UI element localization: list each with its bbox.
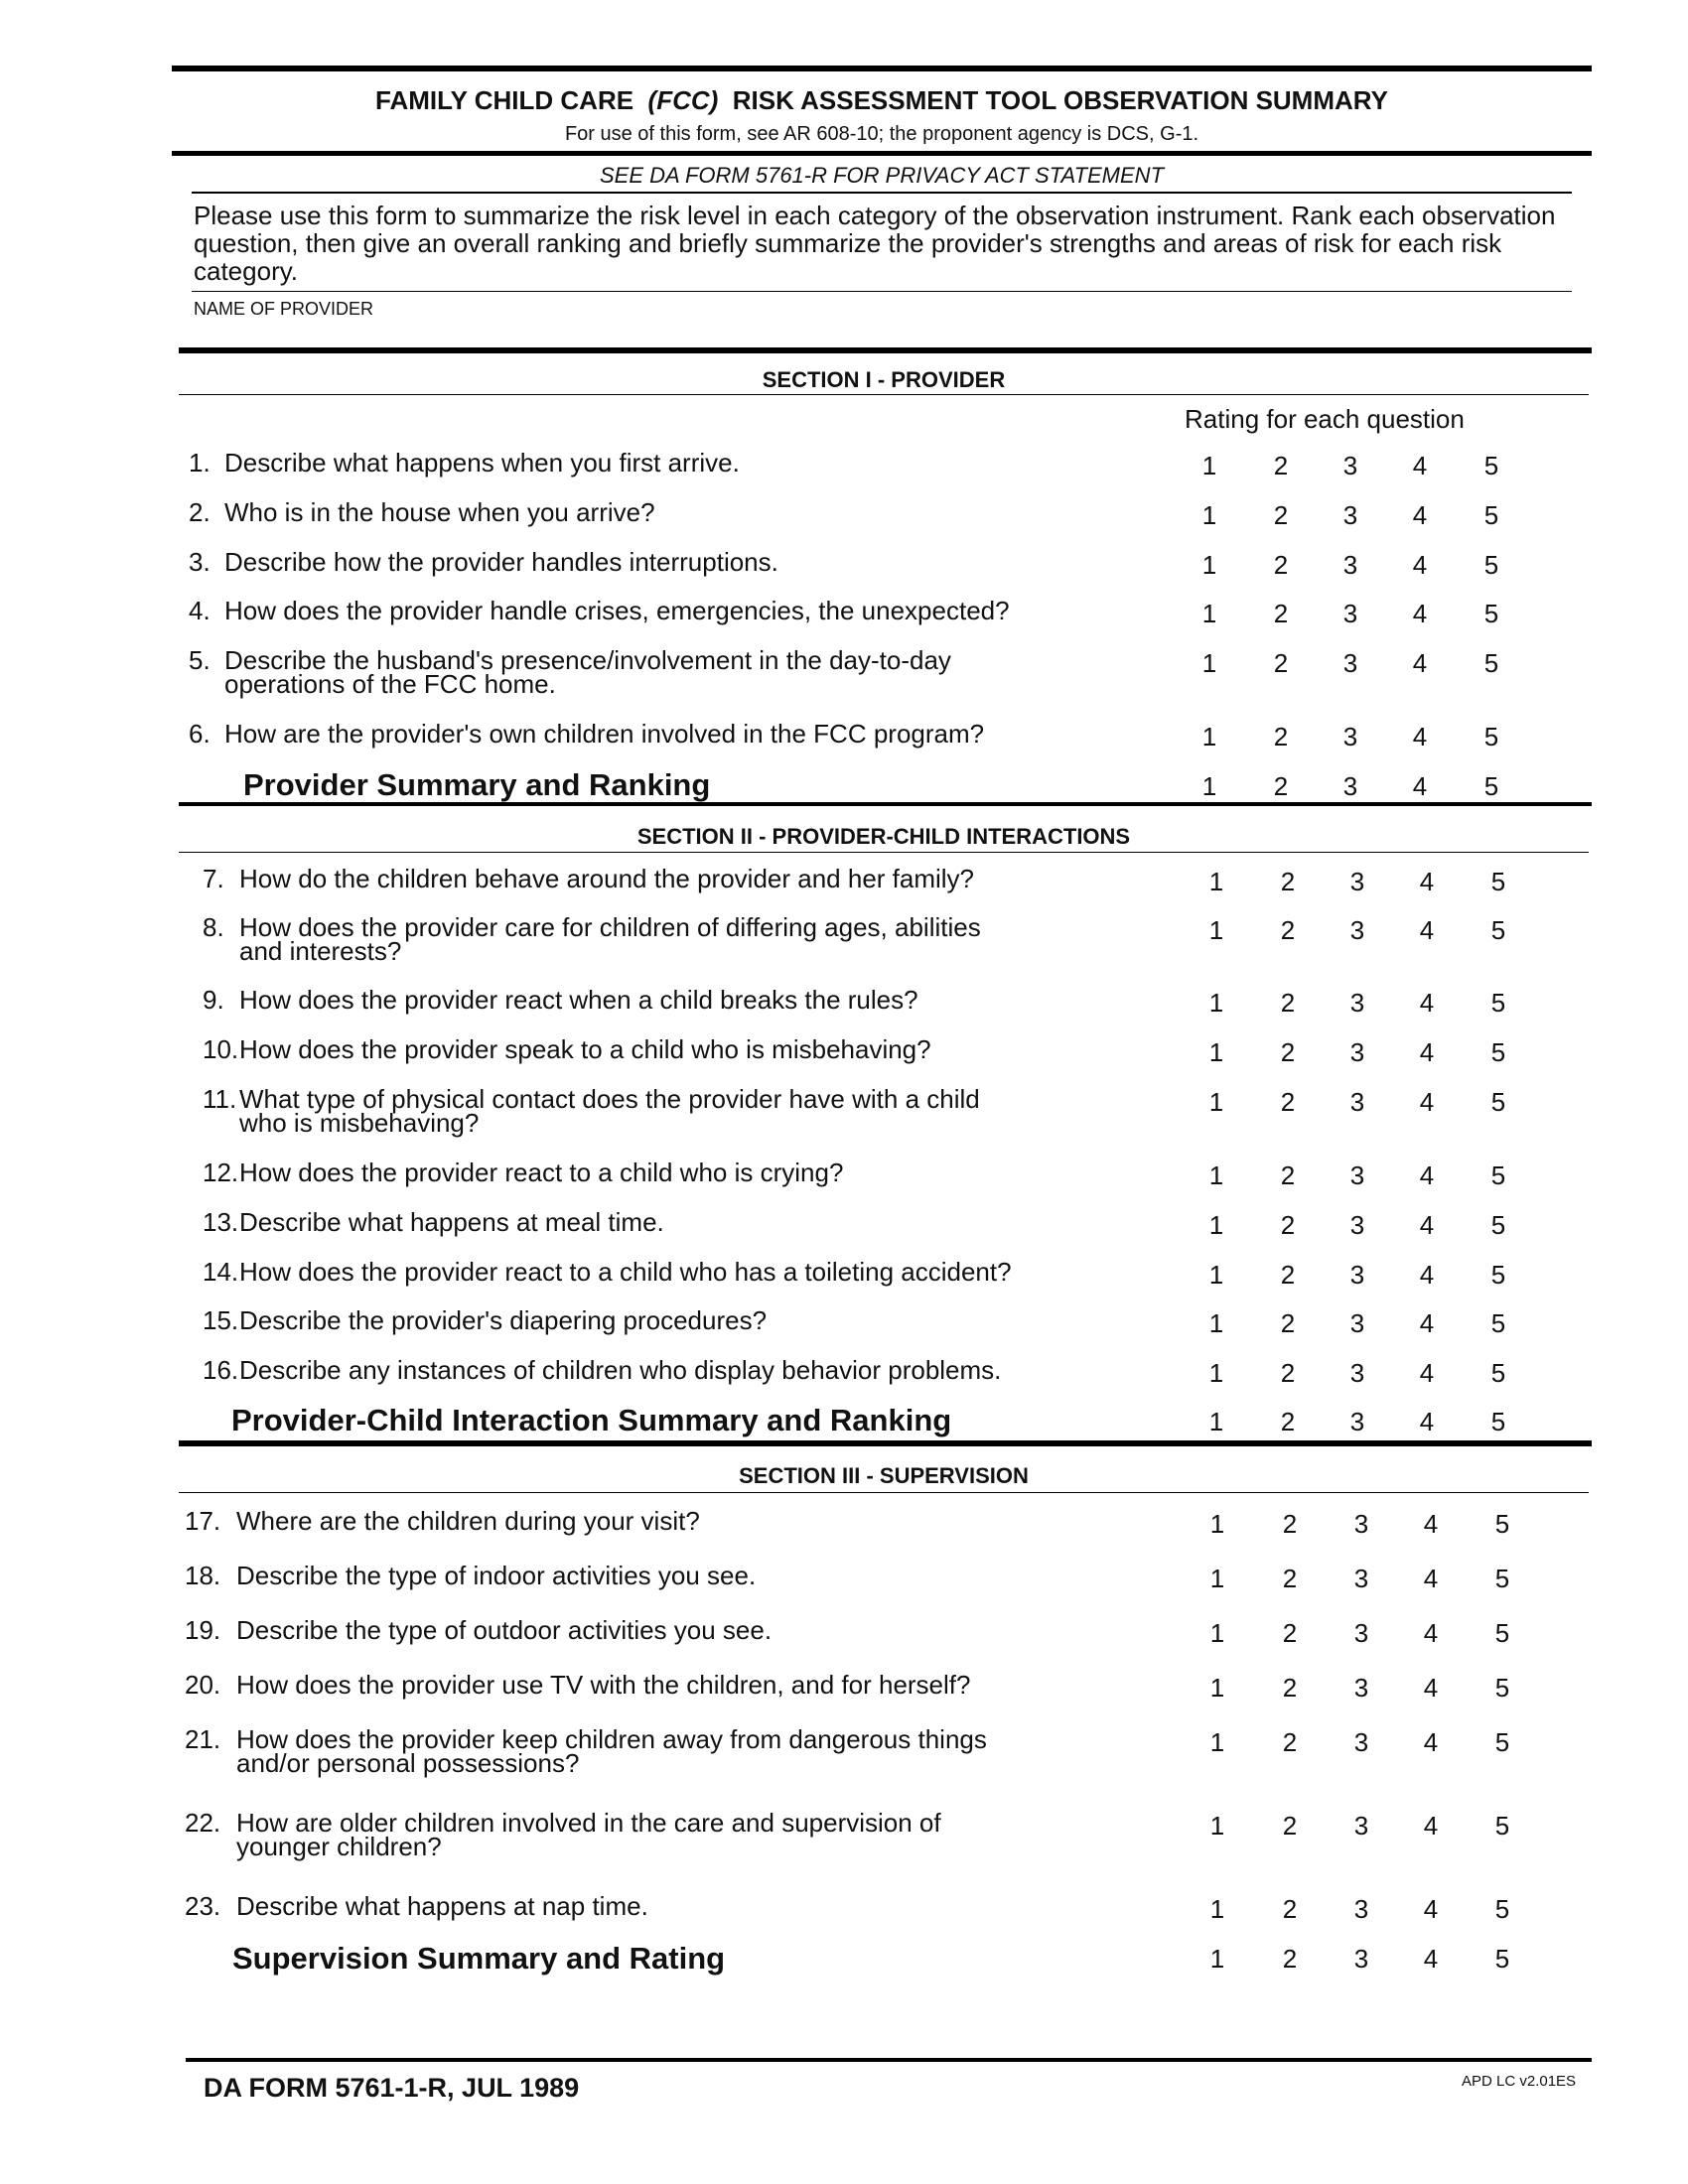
rating-option-3[interactable]: 3 — [1349, 1037, 1365, 1067]
title-part-2: RISK ASSESSMENT TOOL OBSERVATION SUMMARY — [732, 85, 1388, 115]
question-text: Describe the type of indoor activities you see. — [236, 1561, 757, 1590]
rating-scale — [0, 1407, 1688, 1436]
rating-option-5[interactable]: 5 — [1490, 915, 1506, 945]
rating-option-1[interactable]: 1 — [1201, 648, 1217, 678]
question-number: 14. — [203, 1257, 239, 1287]
rating-option-1[interactable]: 1 — [1209, 1509, 1225, 1539]
section-rule — [179, 802, 1592, 806]
question-text: How are the provider's own children involved in the FCC program? — [224, 719, 985, 749]
rating-option-2[interactable]: 2 — [1280, 1087, 1296, 1117]
rating-option-5[interactable]: 5 — [1490, 1358, 1506, 1388]
rating-option-4[interactable]: 4 — [1412, 771, 1428, 801]
rating-scale — [0, 448, 1688, 480]
rating-option-1[interactable]: 1 — [1209, 1618, 1225, 1648]
rating-option-2[interactable]: 2 — [1280, 1260, 1296, 1290]
rating-option-2[interactable]: 2 — [1273, 550, 1289, 580]
rating-option-1[interactable]: 1 — [1209, 1564, 1225, 1593]
section-header-rule — [179, 1492, 1589, 1493]
rating-option-1[interactable]: 1 — [1208, 1210, 1224, 1240]
footer-rule — [186, 2058, 1592, 2062]
rating-option-1[interactable]: 1 — [1201, 451, 1217, 480]
question-number: 15. — [203, 1305, 239, 1335]
rating-option-2[interactable]: 2 — [1273, 451, 1289, 480]
rating-option-4[interactable]: 4 — [1419, 1160, 1435, 1190]
rating-option-3[interactable]: 3 — [1349, 1210, 1365, 1240]
rating-option-4[interactable]: 4 — [1419, 1260, 1435, 1290]
rating-option-3[interactable]: 3 — [1353, 1509, 1369, 1539]
question-number: 18. — [185, 1561, 221, 1590]
question-number: 22. — [185, 1808, 221, 1838]
rating-option-3[interactable]: 3 — [1349, 1308, 1365, 1338]
privacy-rule — [192, 192, 1572, 194]
rating-option-5[interactable]: 5 — [1494, 1727, 1510, 1757]
rating-option-3[interactable]: 3 — [1353, 1894, 1369, 1924]
rating-option-4[interactable]: 4 — [1423, 1509, 1439, 1539]
rating-option-2[interactable]: 2 — [1273, 500, 1289, 530]
section-summary-label: Provider Summary and Ranking — [243, 767, 711, 802]
question-text: Describe what happens when you first arrive. — [224, 448, 740, 478]
rating-option-3[interactable]: 3 — [1353, 1564, 1369, 1593]
question-number: 21. — [185, 1724, 221, 1754]
form-title — [172, 85, 1592, 116]
question-text: Who is in the house when you arrive? — [224, 497, 655, 527]
rating-scale — [0, 1034, 1688, 1067]
question-text: operations of the FCC home. — [224, 669, 556, 699]
rating-scale — [0, 497, 1688, 530]
question-text: Describe what happens at nap time. — [236, 1891, 648, 1921]
question-text: How are older children involved in the care and supervision of — [236, 1808, 941, 1838]
rating-option-3[interactable]: 3 — [1349, 988, 1365, 1018]
rating-option-2[interactable]: 2 — [1282, 1944, 1298, 1974]
rating-scale — [0, 1724, 1688, 1757]
rating-option-5[interactable]: 5 — [1490, 1260, 1506, 1290]
rating-option-4[interactable]: 4 — [1423, 1673, 1439, 1703]
rating-scale — [0, 1944, 1688, 1974]
rating-option-5[interactable]: 5 — [1483, 648, 1499, 678]
rating-option-2[interactable]: 2 — [1280, 988, 1296, 1018]
name-of-provider-field[interactable] — [192, 324, 1572, 343]
rating-option-5[interactable]: 5 — [1483, 722, 1499, 751]
rating-scale — [0, 1670, 1688, 1703]
question-number: 12. — [203, 1158, 239, 1187]
rating-option-2[interactable]: 2 — [1280, 1210, 1296, 1240]
rating-scale — [0, 596, 1688, 628]
rating-option-2[interactable]: 2 — [1273, 599, 1289, 628]
rating-option-4[interactable]: 4 — [1423, 1564, 1439, 1593]
rating-option-3[interactable]: 3 — [1353, 1673, 1369, 1703]
rating-option-1[interactable]: 1 — [1209, 1811, 1225, 1841]
rating-option-3[interactable]: 3 — [1353, 1727, 1369, 1757]
rating-option-3[interactable]: 3 — [1349, 1087, 1365, 1117]
section-title: SECTION II - PROVIDER-CHILD INTERACTIONS — [636, 824, 1131, 849]
rating-option-4[interactable]: 4 — [1423, 1944, 1439, 1974]
rating-option-1[interactable]: 1 — [1208, 1358, 1224, 1388]
question-number: 2. — [189, 497, 211, 527]
rating-option-1[interactable]: 1 — [1208, 1087, 1224, 1117]
rating-option-2[interactable]: 2 — [1280, 1407, 1296, 1436]
question-text: How does the provider react to a child who is crying? — [239, 1158, 844, 1187]
question-number: 8. — [203, 912, 224, 942]
question-text: How does the provider keep children away from dangerous things — [236, 1724, 987, 1754]
rating-option-3[interactable]: 3 — [1342, 599, 1358, 628]
rating-option-3[interactable]: 3 — [1342, 550, 1358, 580]
question-text: Describe what happens at meal time. — [239, 1207, 664, 1237]
rating-option-1[interactable]: 1 — [1208, 1407, 1224, 1436]
question-text: and/or personal possessions? — [236, 1748, 580, 1778]
question-number: 23. — [185, 1891, 221, 1921]
question-number: 1. — [189, 448, 211, 478]
question-text: Describe the husband's presence/involvement in the day-to-day — [224, 645, 951, 675]
form-subtitle: For use of this form, see AR 608-10; the proponent agency is DCS, G-1. — [564, 123, 1199, 145]
form-id: DA FORM 5761-1-R, JUL 1989 — [204, 2073, 580, 2103]
rating-option-3[interactable]: 3 — [1349, 1407, 1365, 1436]
question-text: How does the provider react when a child breaks the rules? — [239, 985, 918, 1015]
rating-option-3[interactable]: 3 — [1342, 771, 1358, 801]
rating-option-2[interactable]: 2 — [1282, 1564, 1298, 1593]
rating-option-1[interactable]: 1 — [1201, 771, 1217, 801]
privacy-act-note: SEE DA FORM 5761-R FOR PRIVACY ACT STATEMENT — [599, 163, 1165, 188]
rating-option-3[interactable]: 3 — [1342, 451, 1358, 480]
rating-scale — [0, 1207, 1688, 1240]
rating-option-1[interactable]: 1 — [1201, 599, 1217, 628]
name-of-provider-label: NAME OF PROVIDER — [194, 299, 374, 319]
top-rule — [172, 66, 1592, 71]
rating-option-3[interactable]: 3 — [1349, 915, 1365, 945]
question-text: How does the provider use TV with the children, and for herself? — [236, 1670, 971, 1700]
rating-option-5[interactable]: 5 — [1490, 1210, 1506, 1240]
rating-option-5[interactable]: 5 — [1494, 1564, 1510, 1593]
rating-option-3[interactable]: 3 — [1349, 867, 1365, 896]
rating-scale — [0, 1808, 1688, 1841]
question-number: 10. — [203, 1034, 239, 1064]
rating-scale — [0, 1561, 1688, 1593]
rating-option-2[interactable]: 2 — [1280, 1308, 1296, 1338]
rating-option-4[interactable]: 4 — [1412, 500, 1428, 530]
rating-option-5[interactable]: 5 — [1490, 1308, 1506, 1338]
question-number: 11. — [203, 1084, 237, 1114]
rating-scale — [0, 1355, 1688, 1388]
question-text: Where are the children during your visit? — [236, 1506, 700, 1536]
rating-option-3[interactable]: 3 — [1342, 722, 1358, 751]
rating-option-4[interactable]: 4 — [1419, 867, 1435, 896]
rating-option-5[interactable]: 5 — [1490, 1087, 1506, 1117]
rating-option-4[interactable]: 4 — [1423, 1894, 1439, 1924]
rating-option-1[interactable]: 1 — [1208, 1037, 1224, 1067]
rating-option-2[interactable]: 2 — [1280, 867, 1296, 896]
question-text: who is misbehaving? — [239, 1108, 480, 1138]
rating-option-5[interactable]: 5 — [1494, 1894, 1510, 1924]
question-text: How do the children behave around the provider and her family? — [239, 864, 975, 893]
rating-option-5[interactable]: 5 — [1494, 1509, 1510, 1539]
rating-option-2[interactable]: 2 — [1273, 722, 1289, 751]
rating-scale — [0, 1160, 1688, 1190]
rating-option-1[interactable]: 1 — [1201, 500, 1217, 530]
form-version: APD LC v2.01ES — [1462, 2073, 1577, 2090]
rating-option-3[interactable]: 3 — [1353, 1618, 1369, 1648]
rating-option-5[interactable]: 5 — [1490, 988, 1506, 1018]
rating-option-4[interactable]: 4 — [1419, 1210, 1435, 1240]
rating-option-5[interactable]: 5 — [1494, 1811, 1510, 1841]
question-text: Describe how the provider handles interruptions. — [224, 547, 778, 577]
rating-option-3[interactable]: 3 — [1342, 500, 1358, 530]
section-header-rule — [179, 394, 1589, 395]
question-number: 19. — [185, 1615, 221, 1645]
section-rule — [179, 347, 1592, 353]
question-text: What type of physical contact does the provider have with a child — [239, 1084, 980, 1114]
rating-option-4[interactable]: 4 — [1423, 1727, 1439, 1757]
rating-option-4[interactable]: 4 — [1423, 1618, 1439, 1648]
question-text: Describe the provider's diapering procedures? — [239, 1305, 768, 1335]
rating-option-3[interactable]: 3 — [1349, 1160, 1365, 1190]
section-summary-label: Supervision Summary and Rating — [232, 1941, 726, 1976]
rating-option-1[interactable]: 1 — [1208, 988, 1224, 1018]
question-number: 16. — [203, 1355, 239, 1385]
question-number: 3. — [189, 547, 211, 577]
rating-option-5[interactable]: 5 — [1483, 599, 1499, 628]
question-number: 13. — [203, 1207, 239, 1237]
rating-option-3[interactable]: 3 — [1349, 1260, 1365, 1290]
rating-scale — [0, 1257, 1688, 1290]
rating-option-1[interactable]: 1 — [1208, 1308, 1224, 1338]
header-rule — [172, 151, 1592, 156]
question-number: 9. — [203, 985, 224, 1015]
rating-option-5[interactable]: 5 — [1483, 500, 1499, 530]
rating-option-3[interactable]: 3 — [1342, 648, 1358, 678]
rating-option-2[interactable]: 2 — [1282, 1509, 1298, 1539]
rating-option-4[interactable]: 4 — [1412, 451, 1428, 480]
rating-option-2[interactable]: 2 — [1282, 1618, 1298, 1648]
rating-option-4[interactable]: 4 — [1419, 1087, 1435, 1117]
rating-option-1[interactable]: 1 — [1201, 550, 1217, 580]
instructions-rule — [192, 291, 1572, 292]
rating-option-2[interactable]: 2 — [1282, 1727, 1298, 1757]
rating-option-4[interactable]: 4 — [1412, 648, 1428, 678]
question-text: How does the provider care for children of differing ages, abilities — [239, 912, 981, 942]
rating-option-1[interactable]: 1 — [1209, 1727, 1225, 1757]
rating-option-2[interactable]: 2 — [1280, 915, 1296, 945]
rating-option-3[interactable]: 3 — [1353, 1811, 1369, 1841]
question-number: 4. — [189, 596, 211, 625]
rating-option-2[interactable]: 2 — [1280, 1358, 1296, 1388]
rating-scale — [0, 1891, 1688, 1924]
question-text: and interests? — [239, 936, 402, 966]
rating-option-5[interactable]: 5 — [1490, 867, 1506, 896]
question-number: 6. — [189, 719, 211, 749]
rating-option-5[interactable]: 5 — [1494, 1673, 1510, 1703]
rating-scale — [0, 1305, 1688, 1338]
rating-option-4[interactable]: 4 — [1419, 1358, 1435, 1388]
rating-option-5[interactable]: 5 — [1494, 1618, 1510, 1648]
rating-option-1[interactable]: 1 — [1209, 1673, 1225, 1703]
rating-option-5[interactable]: 5 — [1490, 1160, 1506, 1190]
section-title: SECTION III - SUPERVISION — [739, 1463, 1029, 1488]
rating-option-3[interactable]: 3 — [1353, 1944, 1369, 1974]
rating-scale — [0, 1506, 1688, 1539]
question-number: 5. — [189, 645, 211, 675]
rating-option-2[interactable]: 2 — [1273, 648, 1289, 678]
rating-option-5[interactable]: 5 — [1490, 1037, 1506, 1067]
rating-option-2[interactable]: 2 — [1282, 1673, 1298, 1703]
rating-scale — [0, 985, 1688, 1018]
rating-option-4[interactable]: 4 — [1419, 1037, 1435, 1067]
rating-option-5[interactable]: 5 — [1483, 550, 1499, 580]
question-number: 20. — [185, 1670, 221, 1700]
rating-option-4[interactable]: 4 — [1412, 550, 1428, 580]
question-number: 17. — [185, 1506, 221, 1536]
rating-scale — [0, 719, 1688, 751]
rating-option-1[interactable]: 1 — [1208, 867, 1224, 896]
rating-scale — [0, 547, 1688, 580]
rating-option-4[interactable]: 4 — [1419, 1407, 1435, 1436]
rating-scale — [0, 1084, 1688, 1117]
question-text: How does the provider speak to a child who is misbehaving? — [239, 1034, 931, 1064]
rating-option-4[interactable]: 4 — [1412, 722, 1428, 751]
rating-option-4[interactable]: 4 — [1412, 599, 1428, 628]
question-text: Describe any instances of children who display behavior problems. — [239, 1355, 1002, 1385]
rating-option-4[interactable]: 4 — [1419, 988, 1435, 1018]
rating-option-1[interactable]: 1 — [1201, 722, 1217, 751]
rating-scale — [0, 771, 1688, 801]
title-abbreviation: (FCC) — [647, 85, 719, 115]
rating-option-2[interactable]: 2 — [1282, 1894, 1298, 1924]
section-header-rule — [179, 852, 1589, 853]
rating-option-5[interactable]: 5 — [1494, 1944, 1510, 1974]
rating-option-5[interactable]: 5 — [1483, 451, 1499, 480]
question-number: 7. — [203, 864, 224, 893]
rating-option-1[interactable]: 1 — [1208, 915, 1224, 945]
question-text: Describe the type of outdoor activities you see. — [236, 1615, 773, 1645]
instructions-text: Please use this form to summarize the risk level in each category of the observation instrument. Rank each observation question, then give an overall ranking and briefly summarize the provider's strengths and areas of risk for each risk category. — [194, 201, 1556, 286]
rating-option-5[interactable]: 5 — [1490, 1407, 1506, 1436]
rating-option-2[interactable]: 2 — [1273, 771, 1289, 801]
rating-header: Rating for each question — [1185, 404, 1465, 434]
rating-option-5[interactable]: 5 — [1483, 771, 1499, 801]
rating-option-1[interactable]: 1 — [1209, 1894, 1225, 1924]
rating-option-2[interactable]: 2 — [1280, 1160, 1296, 1190]
rating-option-1[interactable]: 1 — [1209, 1944, 1225, 1974]
rating-scale — [0, 912, 1688, 945]
question-text: How does the provider react to a child who has a toileting accident? — [239, 1257, 1012, 1287]
title-part-1: FAMILY CHILD CARE — [375, 85, 634, 115]
rating-option-1[interactable]: 1 — [1208, 1260, 1224, 1290]
rating-option-4[interactable]: 4 — [1419, 1308, 1435, 1338]
rating-option-3[interactable]: 3 — [1349, 1358, 1365, 1388]
question-text: How does the provider handle crises, emergencies, the unexpected? — [224, 596, 1010, 625]
rating-option-2[interactable]: 2 — [1282, 1811, 1298, 1841]
rating-option-4[interactable]: 4 — [1419, 915, 1435, 945]
section-summary-label: Provider-Child Interaction Summary and Ranking — [231, 1403, 952, 1437]
rating-scale — [0, 864, 1688, 896]
rating-option-4[interactable]: 4 — [1423, 1811, 1439, 1841]
section-title: SECTION I - PROVIDER — [762, 367, 1006, 392]
rating-scale — [0, 1615, 1688, 1648]
rating-option-2[interactable]: 2 — [1280, 1037, 1296, 1067]
section-rule — [179, 1440, 1592, 1446]
question-text: younger children? — [236, 1832, 442, 1861]
rating-scale — [0, 645, 1688, 678]
rating-option-1[interactable]: 1 — [1208, 1160, 1224, 1190]
